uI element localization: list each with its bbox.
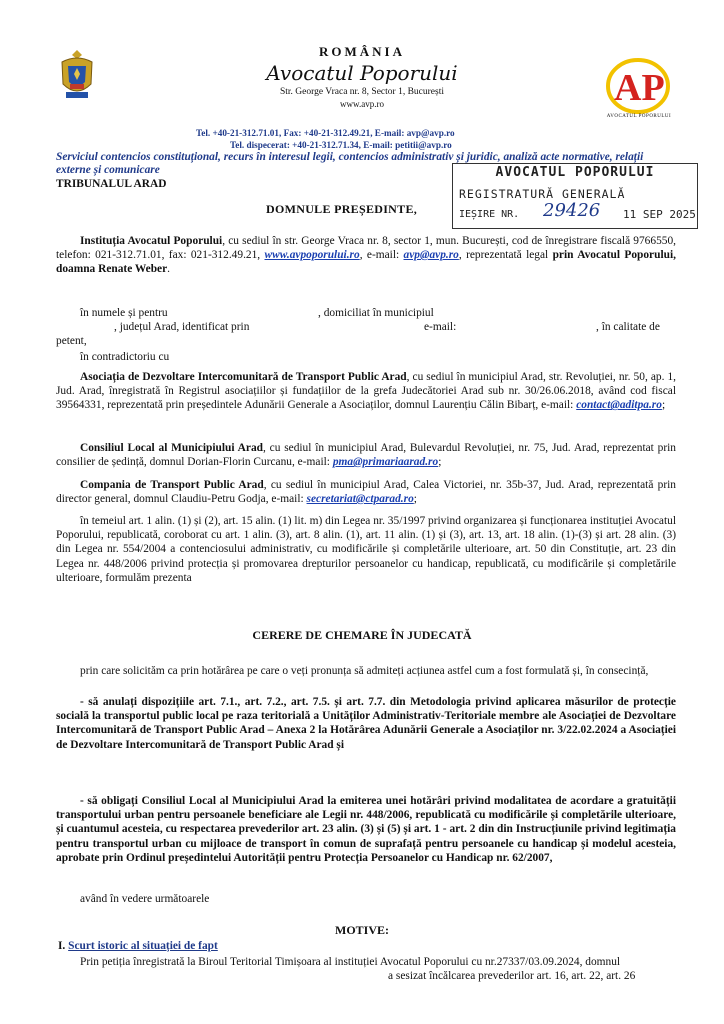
party-association-name: Asociația de Dezvoltare Intercomunitară de Transport Public Arad (80, 371, 407, 383)
header-country: ROMÂNIA (319, 44, 405, 59)
party-local-council-name: Consiliul Local al Municipiului Arad (80, 442, 263, 454)
party-association-details: , cu sediul în municipiul Arad, str. Revoluției, nr. 50, ap. 1, Jud. Arad, înregistrată în Registrul asociațiilor și fundațiilor de la grefa Judecătoriei Arad sub nr. 30/26.06.2018, având cod fiscal 39564331, reprezentată prin președintele Adunării Generale a Asociaților, domnul Laurențiu Călin Bibarț, e-mail: (56, 371, 676, 412)
party-local-council-email-link[interactable]: pma@primariaarad.ro (332, 456, 439, 469)
history-title: Scurt istoric al situației de fapt (68, 940, 218, 952)
request-tail: având în vedere următoarele (80, 893, 210, 905)
party-association-end: ; (661, 399, 666, 412)
party-transport-company-end: ; (413, 493, 417, 506)
party-local-council-details: , cu sediul în municipiul Arad, Bulevardul Revoluției, nr. 75, Jud. Arad, reprezentat prin consilier de ședință, domnul Dorian-Florin Curcanu, e-mail: (56, 442, 676, 469)
history-paragraph: Prin petiția înregistrată la Biroul Teritorial Timișoara al instituției Avocatul Poporului cu nr.27337/03.09.2024, domnul (80, 956, 621, 968)
petitioner-line-2c: , în calitate de petent, (56, 321, 660, 348)
institution-name: Instituția Avocatul Poporului (80, 235, 223, 247)
logo-letter-a: AP (614, 67, 665, 109)
email-label: , e-mail: (359, 249, 400, 262)
party-transport-company-details: , cu sediul în municipiul Arad, Calea Victoriei, nr. 35b-37, Jud. Arad, reprezentată prin director general, domnul Claudiu-Petru Godja, e-mail: (56, 479, 676, 506)
legal-basis-paragraph: în temeiul art. 1 alin. (1) și (2), art. 15 alin. (1) lit. m) din Legea nr. 35/1997 privind organizarea și funcționarea instituției Avocatul Poporului, republicată, coroborat cu art. 1 alin. (3), art. 8 alin. (1), art. 11 alin. (1) și (3), art. 13, art. 18 alin. (1)-(3) și art. 28 alin. (3) din Legea nr. 554/2004 a contenciosului administrativ, cu modificările și completările ulterioare, art. 50 din Constituție, art. 23 din Legea nr. 448/2006 privind protecția și promovarea drepturilor persoanelor cu handicap, republicată, cu modificările și completările ulterioare, formulăm prezenta (56, 515, 676, 584)
heading-motive: MOTIVE: (335, 923, 389, 937)
contact-line-dispatch: Tel. dispecerat: +40-21-312.71.34, E-mail: petitii@avp.ro (230, 140, 452, 150)
party-transport-company (56, 478, 676, 506)
stamp-date: 11 SEP 2025 (623, 208, 696, 221)
counterparty-intro: în contradictoriu cu (80, 351, 170, 363)
representation-name: prin Avocatul Poporului, doamna Renate Weber (56, 249, 676, 276)
representation-text: , reprezentată legal (458, 249, 549, 262)
court-name: TRIBUNALUL ARAD (56, 178, 167, 190)
request-item-oblige: - să obligați Consiliul Local al Municipiului Arad la emiterea unei hotărâri privind modalitatea de acordare a gratuității transportului urban pentru persoanele beneficiare ale Legii nr. 448/2006, republicată cu modificările și completările ulterioare, și cuantumul acesteia, cu respectarea prevederilor art. 23 alin. (3) și (5) și art. 1 - art. 2 din din Instrucțiunile privind legitimația pentru transportul urban cu mijloace de transport în comun de suprafață pentru persoanele cu handicap și modelul acesteia, aprobate prin Ordinul președintelui Autorității pentru Protecția Persoanelor cu Handicap nr. 62/2007, (56, 795, 676, 864)
party-transport-company-name: Compania de Transport Public Arad (80, 479, 264, 491)
salutation: DOMNULE PREȘEDINTE, (266, 202, 418, 216)
stamp-exit-label: IEȘIRE NR. (459, 209, 520, 220)
party-transport-company-email-link[interactable]: secretariat@ctparad.ro (306, 493, 414, 506)
header-institution: Avocatul Poporului (266, 61, 458, 85)
institution-email-link[interactable]: avp@avp.ro (403, 249, 459, 262)
petitioner-line-1b: , domiciliat în municipiul (318, 307, 434, 319)
petitioner-line-1a: în numele și pentru (80, 307, 168, 319)
request-item-annul: - să anulați dispozițiile art. 7.1., art. 7.2., art. 7.5. și art. 7.7. din Metodologia privind aplicarea măsurilor de protecție socială la transportul public local pe raza teritorială a Unităților Administrativ-Teritoriale membre ale Asociației de Dezvoltare Intercomunitară de Transport Public Arad – Anexa 2 la Hotărârea Adunării Generale a Asociaților nr. 3/22.02.2024 a Asociației de Dezvoltare Intercomunitară de Transport Public Arad și (56, 696, 676, 751)
service-line: Serviciul contencios constituțional, recurs în interesul legii, contencios administrativ și juridic, analiză acte normative, relații externe și comunicare (56, 151, 644, 176)
history-paragraph-continued: a sesizat încălcarea prevederilor art. 16, art. 22, art. 26 (388, 970, 636, 982)
stamp-number: 29426 (543, 200, 601, 221)
contact-line-phone: Tel. +40-21-312.71.01, Fax: +40-21-312.49.21, E-mail: avp@avp.ro (196, 128, 455, 138)
heading-action: CERERE DE CHEMARE ÎN JUDECATĂ (252, 628, 472, 642)
institution-website-link[interactable]: www.avpoporului.ro (264, 249, 360, 262)
intro-paragraph: Instituția Avocatul Poporului, cu sediul în str. George Vraca nr. 8, sector 1, mun. București, cod de înregistrare fiscală 9766550, telefon: 021-312.71.01, fax: 021-312.49.21, www.avpoporului.ro, e-mail: avp@avp.ro, reprezentată legal prin Avocatul Poporului, doamna Renate Weber. (56, 235, 677, 276)
stamp-registry: REGISTRATURĂ GENERALĂ (459, 187, 626, 201)
avp-logo-icon (604, 56, 672, 116)
logo-caption: AVOCATUL POPORULUI (606, 114, 672, 119)
registry-stamp (452, 163, 698, 229)
petitioner-line-2a: , județul Arad, identificat prin (114, 321, 250, 333)
party-local-council (56, 441, 676, 469)
history-heading (58, 940, 218, 952)
header-website: www.avp.ro (340, 99, 384, 109)
petitioner-line-2b: e-mail: (424, 321, 457, 333)
request-intro: prin care solicităm ca prin hotărârea pe care o veți pronunța să admiteți acțiunea astfel cum a fost formulată și, în consecință, (80, 665, 649, 677)
party-association-email-link[interactable]: contact@aditpa.ro (576, 399, 662, 412)
institution-details: , cu sediul în str. George Vraca nr. 8, sector 1, mun. București, cod de înregistrare fiscală 9766550, telefon: 021-312.71.01, fax: 021-312.49.21, (56, 235, 677, 262)
party-association (56, 370, 676, 413)
party-local-council-end: ; (438, 456, 442, 469)
stamp-institution: AVOCATUL POPORULUI (495, 165, 655, 180)
header-address: Str. George Vraca nr. 8, Sector 1, București (280, 87, 444, 97)
history-number: I. (58, 940, 66, 952)
